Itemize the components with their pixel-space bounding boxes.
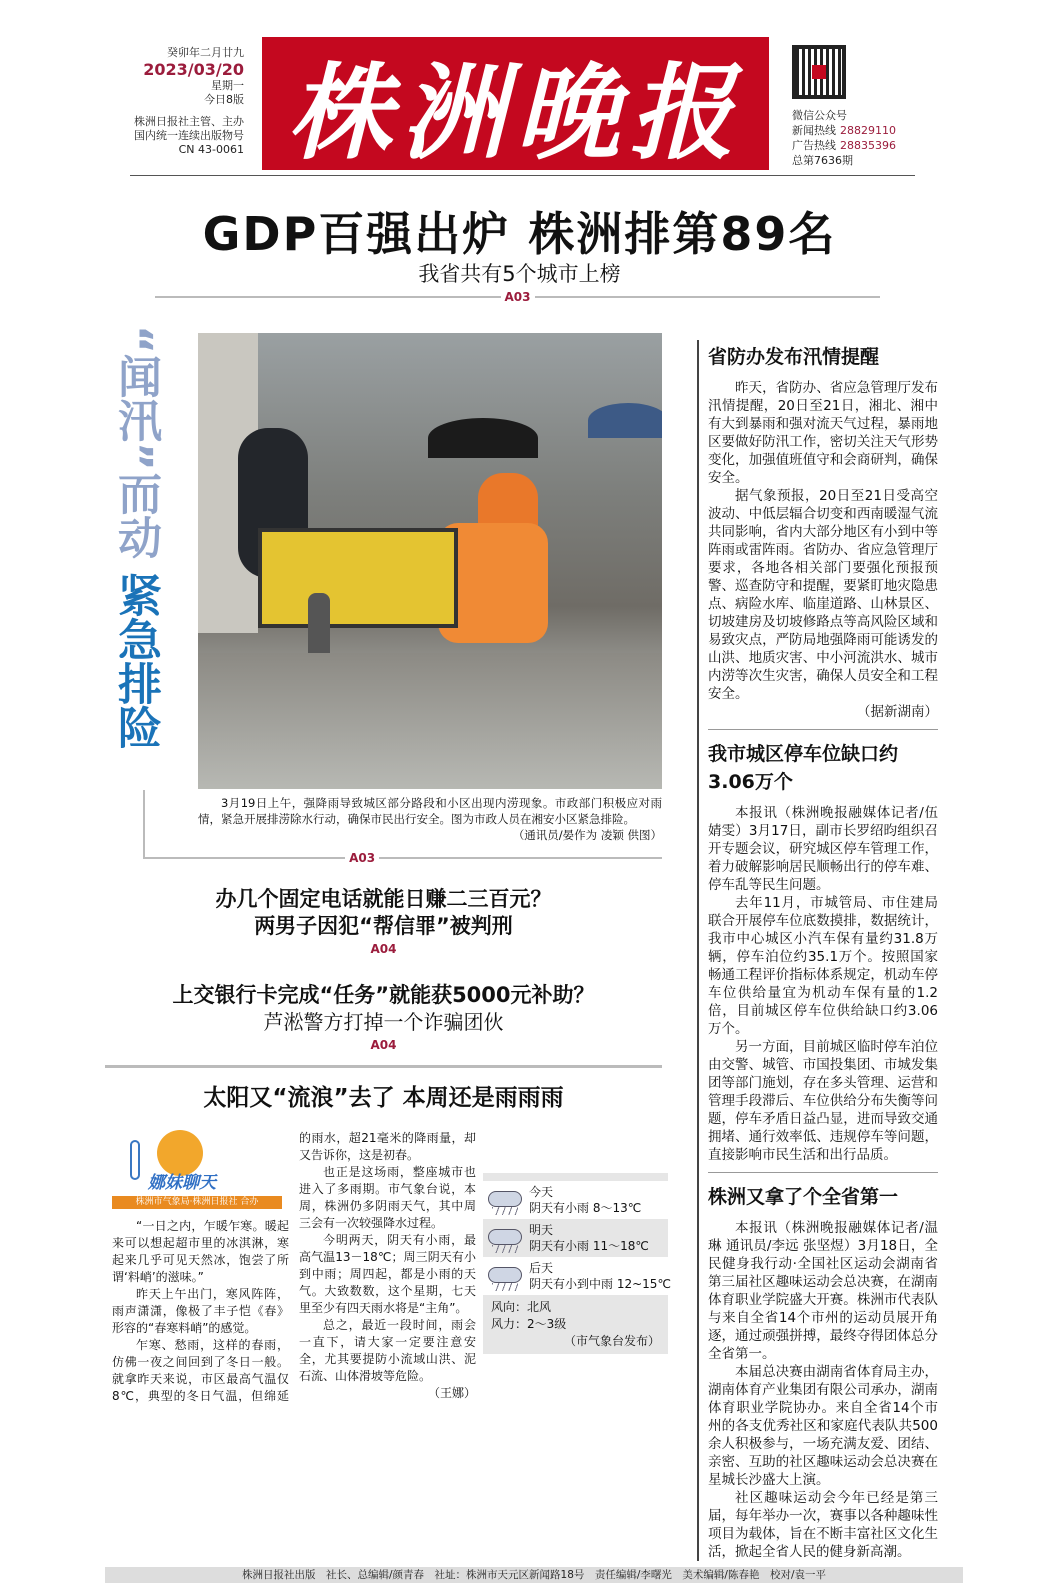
teaser-line-2: 芦淞警方打掉一个诈骗团伙 [263,1010,504,1034]
paragraph: 总之，最近一段时间，雨会一直下，请大家一定要注意安全，尤其要提防小流域山洪、泥石流、山体滑坡等危险。 [299,1318,476,1383]
paragraph: 另一方面，目前城区临时停车泊位由交警、城管、市国投集团、市城发集团等部门施划，存在多头管理、运营和管理手段滞后、车位供给分布失衡等问题，停车矛盾日益凸显，进而导致交通拥堵、通行效率低、违规停车等问题，直接影响市民生活和出行品质。 [708,1039,938,1163]
header-divider [130,175,915,176]
forecast-day: 明天 [529,1223,554,1237]
paragraph: 昨天，省防办、省应急管理厅发布汛情提醒，20日至21日，湘北、湘中有大到暴雨和强对流天气过程，暴雨地区要做好防汛工作，密切关注天气形势变化，加强值班值守和会商研判，确保安全。 [708,380,938,486]
article-title-sports[interactable]: 株洲又拿了个全省第一 [708,1186,899,1208]
issue-number: 总第7636期 [792,154,853,167]
teaser-1[interactable] [105,886,662,958]
ad-hotline: 28835396 [840,139,896,152]
paragraph: 昨天上午出门，寒风阵阵，雨声潇潇，像极了丰子恺《春》形容的“春寒料峭”的感觉。 [112,1287,289,1335]
page-tag: A03 [345,851,379,865]
masthead-logo [262,37,769,174]
page-count: 今日8版 [204,93,244,106]
article-divider [708,1172,938,1173]
wechat-label: 微信公众号 [792,109,847,122]
teaser-2[interactable] [105,982,662,1054]
paragraph: 本报讯（株洲晚报融媒体记者/温琳 通讯员/李远 张坚煜）3月18日，全民健身我行动·全国社区运动会湖南省第三届社区趣味运动会总决赛，在湖南体育职业学院盛大开赛。株洲市代表队与来自全省14个市州的运动员展开角逐，通过顽强拼搏，最终夺得团体总分全省第一。 [708,1220,938,1362]
logo-subtitle: 株洲市气象局·株洲日报社 合办 [112,1196,282,1209]
page-tag: A03 [501,290,535,304]
light-rain-icon [487,1223,523,1253]
forecast-day-after [483,1257,671,1295]
caption-text: 3月19日上午，强降雨导致城区部分路段和小区出现内涝现象。市政部门积极应对雨情，紧急开展排涝除水行动，确保市民出行安全。图为市政人员在湘安小区紧急排险。 [198,796,662,826]
teaser-line-1: 办几个固定电话就能日赚二三百元？ [215,887,552,911]
vertical-title-1: “闻汛”而动 [110,325,161,559]
paragraph: 本报讯（株洲晚报融媒体记者/伍婧雯）3月17日，副市长罗绍昀组织召开专题会议，研究城区停车管理工作，着力破解影响居民顺畅出行的停车难、停车乱等民生问题。 [708,805,938,893]
avatar [157,1130,203,1176]
article-body-sports [708,1219,938,1561]
lunar-date: 癸卯年二月廿九 [167,46,244,59]
news-hotline: 28829110 [840,124,896,137]
forecast-tomorrow [483,1219,668,1257]
cn-number: CN 43-0061 [178,143,244,156]
light-rain-icon [487,1185,523,1215]
ad-hotline-label: 广告热线 [792,139,836,152]
vertical-title-2: 紧急排险 [110,572,161,749]
newspaper-title: 株洲晚报 [287,50,744,174]
article-title-flood-warning[interactable]: 省防办发布汛情提醒 [708,346,880,368]
contact-info [792,108,896,168]
forecast-day: 后天 [529,1261,554,1275]
forecast-source: （市气象台发布） [563,1334,660,1348]
forecast-day: 今天 [529,1185,554,1199]
photo-vertical-title [104,325,166,749]
photo-caption [198,795,662,843]
qr-code-icon[interactable] [792,45,846,99]
lead-subhead: 我省共有5个城市上榜 [418,262,621,286]
photo-frame-line [143,790,145,857]
article-divider [708,729,938,730]
paragraph: 据气象预报，20日至21日受高空波动、中低层辐合切变和西南暖湿气流共同影响，省内大部分地区有小到中等阵雨或雷阵雨。省防办、省应急管理厅要求，各地各相关部门要强化预报预警、巡查防守和提醒，要紧盯地灾隐患点、病险水库、临崖道路、山林景区、切坡建房及切坡修路点等高风险区域和易致灾点，严防局地强降雨可能诱发的山洪、地质灾害、中小河流洪水、城市内涝等次生灾害，确保人员安全和工程安全。 [708,488,938,702]
imprint-footer: 株洲日报社出版 社长、总编辑/颜青春 社址：株洲市天元区新闻路18号 责任编辑/李曙光 美术编辑/陈春艳 校对/袁一平 [105,1567,963,1583]
author: （王娜） [427,1386,476,1400]
forecast-desc: 阴天有小到中雨 [529,1277,614,1291]
paragraph: 乍寒、愁雨，这样的春雨，仿佛一夜之间回到了冬日一般。就拿昨天来说，市区最高气温仅8℃，典型的冬日气温，但绵延的雨水，超21毫米的降雨量，却又告诉你，这是初春。 [112,1131,476,1403]
page-tag: A04 [105,1036,662,1054]
forecast-today [483,1181,668,1219]
lead-headline[interactable]: GDP百强出炉 株洲排第89名 [202,207,837,261]
paragraph: “一日之内，乍暖乍寒。暖起来可以想起超市里的冰淇淋，寒起来几乎可见天然冰，饱尝了所谓‘料峭’的滋味。” [112,1219,289,1284]
logo-text: 娜妹聊天 [148,1173,216,1193]
paragraph: 本届总决赛由湖南省体育局主办，湖南体育产业集团有限公司承办，湖南体育职业学院协办。来自全省14个市州的各支优秀社区和家庭代表队共500余人积极参与，一场充满友爱、团结、亲密、互助的社区趣味运动会总决赛在星城长沙盛大上演。 [708,1364,938,1488]
page-tag: A04 [105,940,662,958]
weather-story-title[interactable]: 太阳又“流浪”去了 本周还是雨雨雨 [203,1085,564,1111]
edition-info [116,46,244,157]
weather-story-body [112,1130,476,1405]
lead-page-ref[interactable] [155,290,880,304]
paragraph: 也正是这场雨，整座城市也进入了多雨期。市气象台说，本周，株洲仍多阴雨天气，其中周三会有一次较强降水过程。 [299,1165,476,1230]
moderate-rain-icon [487,1261,523,1291]
thermometer-icon [130,1140,140,1180]
photo-page-ref[interactable] [143,851,662,865]
article-source: （据新湖南） [857,704,938,720]
weekday: 星期一 [211,79,244,92]
forecast-temp: 11～18℃ [592,1239,649,1253]
teaser-line-1: 上交银行卡完成“任务”就能获5000元补助？ [172,983,595,1007]
paragraph: 今明两天，阴天有小雨，最高气温13－18℃；周三阴天有小到中雨；周四起，都是小雨的天气。大致数数，这个星期，七天里至少有四天雨水将是“主角”。 [299,1233,476,1315]
section-divider [105,1065,662,1068]
news-hotline-label: 新闻热线 [792,124,836,137]
paragraph: 社区趣味运动会今年已经是第三届，每年举办一次，赛事以各种趣味性项目为载体，旨在不断丰富社区文化生活，掀起全省人民的健身新高潮。 [708,1490,938,1560]
sponsor: 株洲日报社主管、主办 [134,115,244,128]
wind-force: 风力：2～3级 [491,1317,567,1331]
forecast-temp: 12~15℃ [616,1277,671,1291]
issue-date: 2023/03/20 [143,60,244,79]
wind-direction: 风向：北风 [491,1300,552,1314]
forecast-desc: 阴天有小雨 [529,1239,590,1253]
article-body-parking [708,804,938,1164]
weather-forecast-box [483,1173,671,1354]
column-divider [697,340,699,1561]
paragraph: 去年11月，市城管局、市住建局联合开展停车位底数摸排，数据统计，我市中心城区小汽车保有量约31.8万辆，停车泊位约35.1万个。按照国家畅通工程评价指标体系规定，机动车停车位供给量宜为机动车保有量的1.2倍，目前城区停车位供给缺口约3.06万个。 [708,895,938,1037]
article-title-parking[interactable]: 我市城区停车位缺口约3.06万个 [708,743,899,793]
flood-drainage-photo[interactable] [198,333,662,789]
serial-label: 国内统一连续出版物号 [134,129,244,142]
column-logo [112,1130,282,1212]
teaser-line-2: 两男子因犯“帮信罪”被判刑 [254,914,513,938]
right-column [708,343,938,1561]
forecast-temp: 8～13℃ [592,1201,642,1215]
photo-credit: （通讯员/晏作为 凌颖 供图） [512,828,662,842]
forecast-desc: 阴天有小雨 [529,1201,590,1215]
article-body-flood-warning [708,379,938,721]
